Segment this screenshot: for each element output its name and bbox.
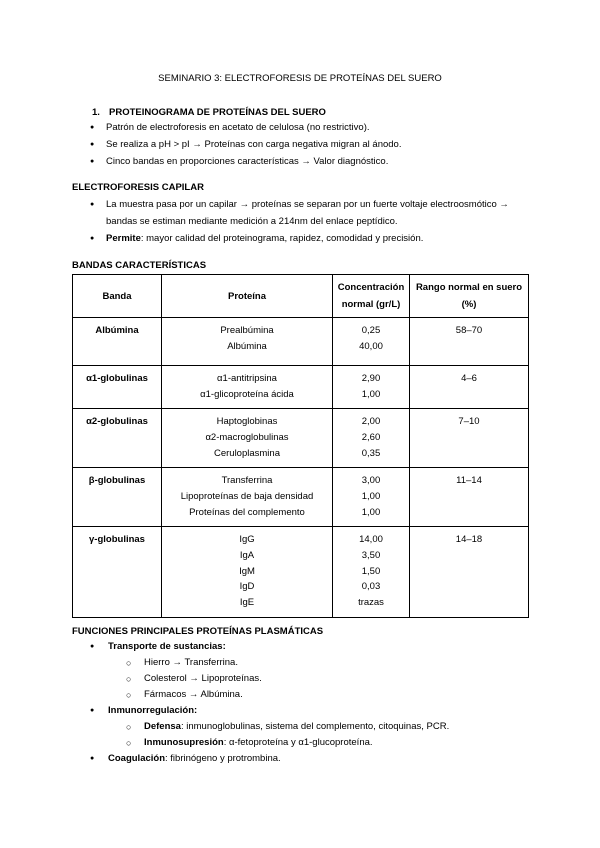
- capilar-bullet-list: [90, 196, 530, 247]
- table-header-row: [73, 275, 529, 318]
- protein-name: IgG: [239, 534, 255, 545]
- inmuno-label: Inmunorregulación:: [108, 705, 198, 716]
- list-item: [90, 703, 449, 719]
- funciones-list: [90, 639, 449, 767]
- concentration-value: 1,00: [361, 490, 381, 502]
- protein-name: Haptoglobinas: [216, 416, 278, 427]
- protein-name: IgD: [239, 581, 255, 593]
- concentration-cell: [333, 366, 410, 409]
- list-item: [90, 639, 449, 655]
- concentration-value: 3,50: [361, 549, 381, 561]
- bandas-heading: BANDAS CARACTERÍSTICAS: [72, 260, 207, 271]
- table-row: [73, 409, 529, 468]
- range-cell: [410, 366, 529, 409]
- section1-heading-text: PROTEINOGRAMA DE PROTEÍNAS DEL SUERO: [109, 107, 326, 118]
- funciones-heading: FUNCIONES PRINCIPALES PROTEÍNAS PLASMÁTICAS: [72, 626, 324, 637]
- range-value: 14–18: [455, 534, 483, 545]
- band-name: β-globulinas: [88, 475, 146, 486]
- concentration-value: 2,90: [361, 373, 381, 384]
- defensa-text: : inmunoglobulinas, sistema del complemento, citoquinas, PCR.: [180, 721, 450, 732]
- band-name: α2-globulinas: [86, 416, 148, 427]
- concentration-value: 2,00: [361, 416, 381, 427]
- concentration-cell: [333, 468, 410, 527]
- permite-label: Permite: [106, 233, 141, 244]
- concentration-value: 3,00: [361, 475, 381, 486]
- protein-name: Lipoproteínas de baja densidad: [180, 490, 314, 502]
- range-cell: [410, 527, 529, 618]
- section1-number: 1.: [92, 107, 100, 118]
- concentration-cell: [333, 318, 410, 366]
- defensa-label: Defensa: [144, 721, 181, 732]
- protein-cell: [162, 527, 333, 618]
- protein-name: Ceruloplasmina: [213, 447, 280, 459]
- header-concentracion: Concentración normal (gr/L): [333, 275, 410, 318]
- band-name: Albúmina: [95, 325, 139, 336]
- list-item: ● La muestra pasa por un capilar → proteínas se separan por un fuerte voltaje electroosmótico → bandas se estiman mediante medición a 214nm del enlace peptídico.: [90, 196, 530, 230]
- concentration-value: 14,00: [359, 534, 383, 545]
- concentration-value: 0,35: [361, 447, 381, 459]
- protein-cell: [162, 468, 333, 527]
- list-item: [90, 751, 449, 767]
- section1-heading: [92, 107, 326, 118]
- band-cell: [73, 527, 162, 618]
- concentration-value: 1,00: [361, 388, 381, 400]
- range-value: 58–70: [455, 325, 483, 336]
- concentration-value: 0,03: [361, 581, 381, 593]
- list-item: ○ Colesterol → Lipoproteínas.: [90, 671, 449, 687]
- capilar-heading: ELECTROFORESIS CAPILAR: [72, 182, 204, 193]
- concentration-value: trazas: [358, 597, 384, 609]
- protein-cell: [162, 318, 333, 366]
- concentration-value: 1,00: [361, 506, 381, 518]
- protein-name: IgA: [239, 549, 255, 561]
- protein-name: α1-glicoproteína ácida: [200, 388, 294, 400]
- protein-name: Albúmina: [227, 340, 267, 352]
- bands-table: [72, 274, 529, 618]
- protein-name: α1-antitripsina: [217, 373, 277, 384]
- protein-cell: [162, 409, 333, 468]
- header-rango: Rango normal en suero (%): [410, 275, 529, 318]
- table-row: [73, 318, 529, 366]
- concentration-cell: [333, 409, 410, 468]
- concentration-value: 1,50: [361, 565, 381, 577]
- range-cell: [410, 468, 529, 527]
- header-banda: Banda: [73, 275, 162, 318]
- page-title: SEMINARIO 3: ELECTROFORESIS DE PROTEÍNAS DEL SUERO: [158, 73, 442, 84]
- transporte-label: Transporte de sustancias:: [108, 641, 226, 652]
- inmunosup-label: Inmunosupresión: [144, 737, 224, 748]
- header-proteina: Proteína: [162, 275, 333, 318]
- table-row: [73, 468, 529, 527]
- permite-text: : mayor calidad del proteinograma, rapidez, comodidad y precisión.: [140, 233, 424, 244]
- inmunosup-text: : α-fetoproteína y α1-glucoproteína.: [223, 737, 373, 748]
- list-item: [90, 230, 530, 247]
- concentration-cell: [333, 527, 410, 618]
- section1-bullet-list: [90, 119, 401, 170]
- list-item: [90, 719, 449, 735]
- table-row: [73, 366, 529, 409]
- list-item: ● Patrón de electroforesis en acetato de celulosa (no restrictivo).: [90, 119, 401, 136]
- range-value: 7–10: [458, 416, 480, 427]
- protein-name: Prealbúmina: [220, 325, 274, 336]
- coag-label: Coagulación: [108, 753, 166, 764]
- list-item: ○ Fármacos → Albúmina.: [90, 687, 449, 703]
- list-item: ● Cinco bandas en proporciones características → Valor diagnóstico.: [90, 153, 401, 170]
- table-row: [73, 527, 529, 618]
- band-name: α1-globulinas: [86, 373, 148, 384]
- list-item: ○ Hierro → Transferrina.: [90, 655, 449, 671]
- list-item: ● Se realiza a pH > pI → Proteínas con carga negativa migran al ánodo.: [90, 136, 401, 153]
- band-cell: [73, 468, 162, 527]
- range-value: 4–6: [461, 373, 477, 384]
- range-cell: [410, 318, 529, 366]
- band-cell: [73, 318, 162, 366]
- band-cell: [73, 409, 162, 468]
- protein-cell: [162, 366, 333, 409]
- protein-name: IgM: [239, 565, 255, 577]
- protein-name: IgE: [239, 597, 255, 609]
- list-item: [90, 735, 449, 751]
- concentration-value: 0,25: [361, 325, 381, 336]
- range-cell: [410, 409, 529, 468]
- range-value: 11–14: [456, 475, 482, 486]
- band-name: γ-globulinas: [89, 534, 145, 545]
- coag-text: : fibrinógeno y protrombina.: [165, 753, 281, 764]
- concentration-value: 2,60: [361, 431, 381, 443]
- protein-name: Transferrina: [221, 475, 273, 486]
- concentration-value: 40,00: [359, 340, 383, 352]
- band-cell: [73, 366, 162, 409]
- protein-name: Proteínas del complemento: [189, 506, 305, 518]
- protein-name: α2-macroglobulinas: [205, 431, 289, 443]
